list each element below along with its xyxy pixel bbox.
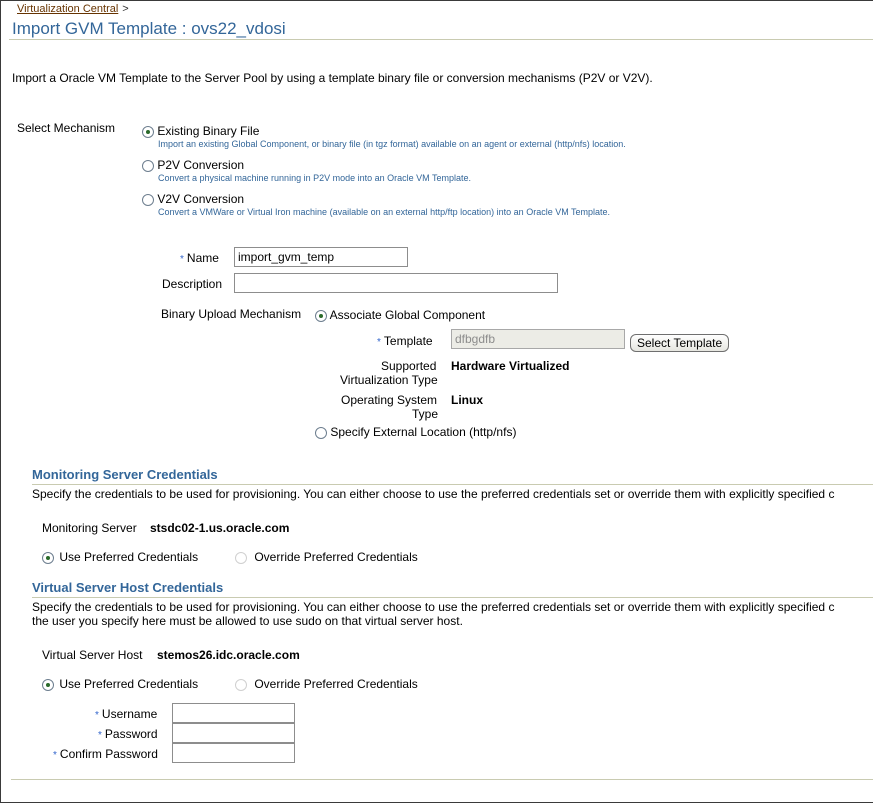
existing-binary-file-option[interactable] xyxy=(142,124,259,138)
v2v-conversion-label: V2V Conversion xyxy=(157,192,245,206)
monitoring-credentials-header: Monitoring Server Credentials xyxy=(32,467,218,482)
virtualization-type-label-line2: Virtualization Type xyxy=(340,373,438,387)
title-divider xyxy=(9,39,873,40)
monitoring-use-preferred-option[interactable] xyxy=(42,550,198,564)
confirm-password-label xyxy=(53,747,158,761)
p2v-conversion-option[interactable] xyxy=(142,158,244,172)
v2v-conversion-option[interactable] xyxy=(142,192,244,206)
password-label xyxy=(98,727,158,741)
password-required-marker: * xyxy=(98,730,102,741)
template-input xyxy=(451,329,625,349)
p2v-conversion-label: P2V Conversion xyxy=(157,158,245,172)
existing-binary-file-label: Existing Binary File xyxy=(157,124,260,138)
template-label-text: Template xyxy=(383,334,433,348)
name-input[interactable] xyxy=(234,247,408,267)
description-input[interactable] xyxy=(234,273,558,293)
monitoring-server-label: Monitoring Server xyxy=(42,521,137,535)
associate-global-component-label: Associate Global Component xyxy=(329,308,486,322)
specify-external-location-label: Specify External Location (http/nfs) xyxy=(330,425,517,439)
existing-binary-file-radio[interactable] xyxy=(142,126,154,138)
monitoring-override-preferred-label: Override Preferred Credentials xyxy=(254,550,418,564)
vhost-use-preferred-radio[interactable] xyxy=(42,679,54,691)
vhost-use-preferred-option[interactable] xyxy=(42,677,198,691)
select-template-button[interactable]: Select Template xyxy=(630,334,729,352)
confirm-password-label-text: Confirm Password xyxy=(59,747,158,761)
monitoring-use-preferred-radio[interactable] xyxy=(42,552,54,564)
monitoring-override-preferred-option[interactable] xyxy=(235,550,418,564)
specify-external-location-radio[interactable] xyxy=(315,427,327,439)
confirm-password-required-marker: * xyxy=(53,750,57,761)
vhost-credentials-description-line1: Specify the credentials to be used for provisioning. You can either choose to use the preferred credentials set or override them with explicitly specified c xyxy=(32,600,835,614)
os-type-value: Linux xyxy=(451,393,483,407)
monitoring-header-divider xyxy=(32,484,873,485)
page-title: Import GVM Template : ovs22_vdosi xyxy=(12,19,286,38)
vhost-override-preferred-radio[interactable] xyxy=(235,679,247,691)
template-required-marker: * xyxy=(377,337,381,348)
name-label xyxy=(180,251,219,265)
vhost-header-divider xyxy=(32,597,873,598)
vhost-credentials-description-line2: the user you specify here must be allowed to use sudo on that virtual server host. xyxy=(32,614,463,628)
virtualization-type-label-line1: Supported xyxy=(381,359,437,373)
breadcrumb-link-virtualization-central[interactable]: Virtualization Central xyxy=(17,3,119,15)
description-label: Description xyxy=(162,277,223,291)
binary-upload-mechanism-label: Binary Upload Mechanism xyxy=(161,307,302,321)
username-input[interactable] xyxy=(172,703,295,723)
username-label xyxy=(95,707,157,721)
monitoring-use-preferred-label: Use Preferred Credentials xyxy=(59,550,199,564)
confirm-password-input[interactable] xyxy=(172,743,295,763)
select-mechanism-label: Select Mechanism xyxy=(17,121,116,135)
password-label-text: Password xyxy=(104,727,158,741)
vhost-override-preferred-label: Override Preferred Credentials xyxy=(254,677,418,691)
v2v-conversion-hint: Convert a VMWare or Virtual Iron machine (available on an external http/ftp location) into an Oracle VM Template. xyxy=(158,207,611,217)
monitoring-override-preferred-radio[interactable] xyxy=(235,552,247,564)
vhost-credentials-header: Virtual Server Host Credentials xyxy=(32,580,224,595)
virtualization-type-value: Hardware Virtualized xyxy=(451,359,570,373)
specify-external-location-option[interactable] xyxy=(315,425,516,439)
p2v-conversion-radio[interactable] xyxy=(142,160,154,172)
vhost-override-preferred-option[interactable] xyxy=(235,677,418,691)
name-label-text: Name xyxy=(186,251,219,265)
monitoring-credentials-description: Specify the credentials to be used for provisioning. You can either choose to use the preferred credentials set or override them with explicitly specified c xyxy=(32,487,835,501)
bottom-divider xyxy=(11,779,873,780)
password-input[interactable] xyxy=(172,723,295,743)
os-type-label-line1: Operating System xyxy=(341,393,438,407)
breadcrumb-separator: > xyxy=(122,3,129,15)
associate-global-component-radio[interactable] xyxy=(315,310,327,322)
v2v-conversion-radio[interactable] xyxy=(142,194,154,206)
intro-text: Import a Oracle VM Template to the Server Pool by using a template binary file or conversion mechanisms (P2V or V2V). xyxy=(12,71,653,85)
p2v-conversion-hint: Convert a physical machine running in P2V mode into an Oracle VM Template. xyxy=(158,173,471,183)
virtual-server-host-value: stemos26.idc.oracle.com xyxy=(157,648,300,662)
username-required-marker: * xyxy=(95,710,99,721)
os-type-label-line2: Type xyxy=(412,407,439,421)
username-label-text: Username xyxy=(101,707,158,721)
template-label xyxy=(377,334,433,348)
associate-global-component-option[interactable] xyxy=(315,308,485,322)
monitoring-server-value: stsdc02-1.us.oracle.com xyxy=(150,521,290,535)
vhost-use-preferred-label: Use Preferred Credentials xyxy=(59,677,199,691)
existing-binary-file-hint: Import an existing Global Component, or binary file (in tgz format) available on an agent or external (http/nfs) location. xyxy=(158,139,626,149)
breadcrumb xyxy=(17,3,129,15)
virtual-server-host-label: Virtual Server Host xyxy=(42,648,143,662)
name-required-marker: * xyxy=(180,254,184,265)
